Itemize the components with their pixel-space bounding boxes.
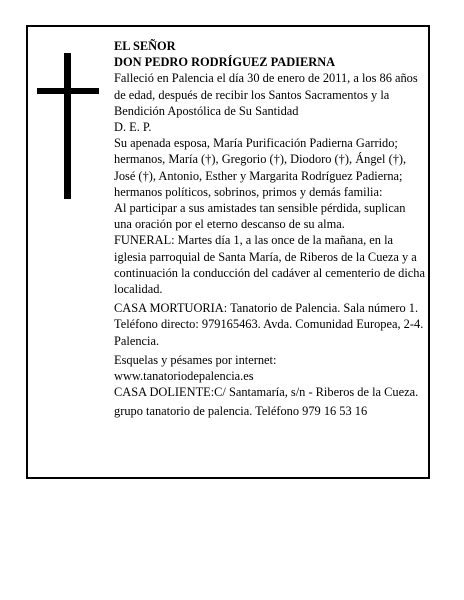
internet-label: Esquelas y pésames por internet: [114,352,277,367]
death-notice: Falleció en Palencia el día 30 de enero de 2011, a los 86 años de edad, después de recibir los Santos Sacramentos y la Bendición Apostólica de Su Santidad [114,71,418,118]
cross-icon [37,53,99,199]
funeral-info: FUNERAL: Martes día 1, a las once de la mañana, en la iglesia parroquial de Santa María, de Riberos de la Cueza y a continuación la conducción del cadáver al cementerio de dicha localidad. [114,233,425,297]
obituary-text [114,38,426,420]
dep: D. E. P. [114,120,152,135]
cross-vertical-bar [64,53,71,199]
footer-contact: grupo tanatorio de palencia. Teléfono 979 16 53 16 [114,404,368,419]
title: EL SEÑOR [114,39,176,53]
family-list: Su apenada esposa, María Purificación Padierna Garrido; hermanos, María (†), Gregorio (†), Diodoro (†), Ángel (†), José (†), Antonio, Esther y Margarita Rodríguez Padierna; hermanos políticos, sobrinos, primos y demás familia: [114,136,407,199]
casa-mortuoria: CASA MORTUORIA: Tanatorio de Palencia. Sala número 1. Teléfono directo: 979165463. Avda. Comunidad Europea, 2-4. Palencia. [114,301,424,348]
deceased-name: DON PEDRO RODRÍGUEZ PADIERNA [114,55,336,70]
prayer-request: Al participar a sus amistades tan sensible pérdida, suplican una oración por el eterno descanso de su alma. [114,201,406,232]
casa-doliente: CASA DOLIENTE:C/ Santamaría, s/n - Riberos de la Cueza. [114,385,419,400]
website-link[interactable]: www.tanatoriodepalencia.es [114,369,254,384]
cross-horizontal-bar [37,88,99,94]
